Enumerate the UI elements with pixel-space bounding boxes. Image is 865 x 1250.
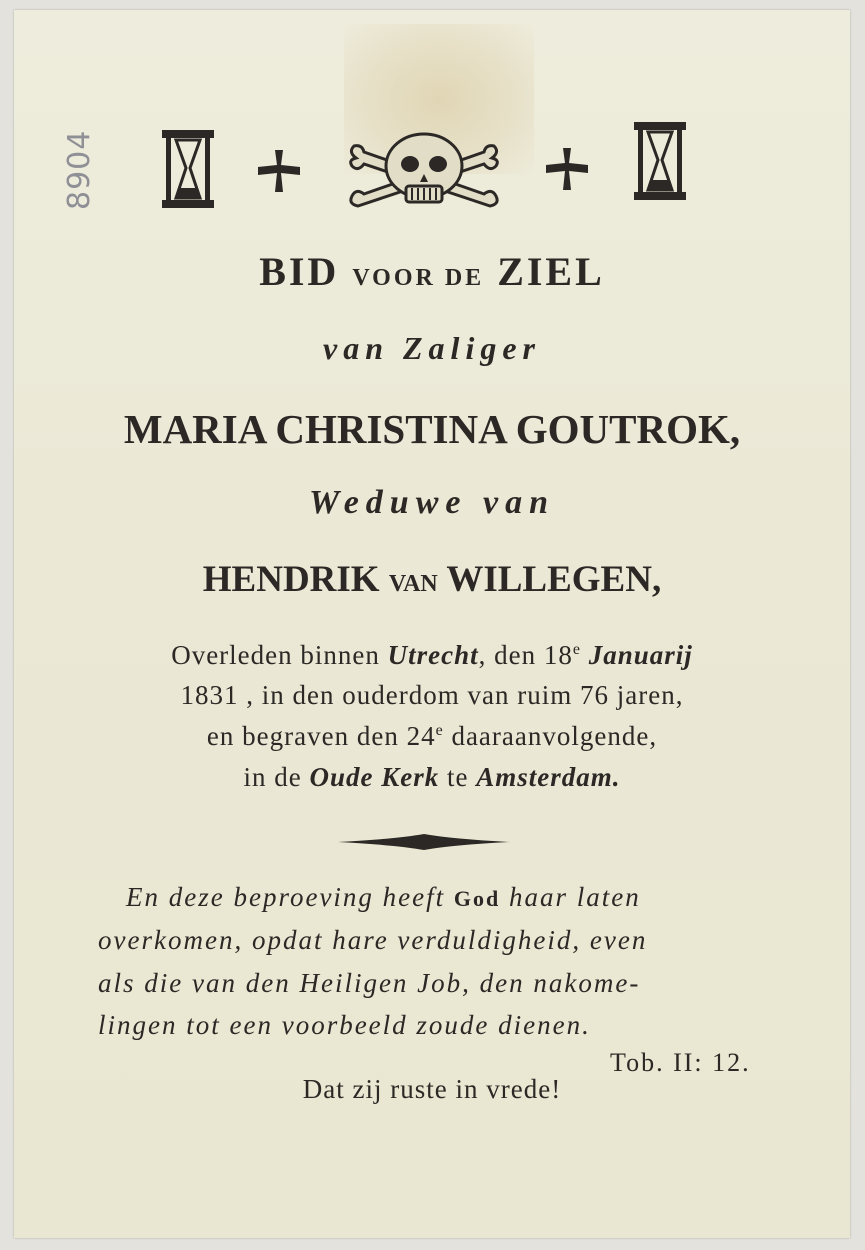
husband-name (14, 558, 850, 601)
deceased-name: MARIA CHRISTINA GOUTROK, (123, 406, 741, 452)
closing-prayer: Dat zij ruste in vrede! (302, 1074, 562, 1104)
quote-line-3: als die van den Heiligen Job, den nakome- (98, 968, 641, 998)
memorial-card (14, 10, 850, 1238)
heading-ziel: ZIEL (497, 249, 605, 294)
husband-van: VAN (388, 571, 438, 597)
ornamental-divider (336, 830, 512, 854)
church-name: Oude Kerk (309, 762, 440, 792)
skull-crossbones-icon (344, 130, 504, 216)
details-text: daaraanvolgende, (443, 721, 658, 751)
details-line-4 (14, 762, 850, 793)
burial-city: Amsterdam. (476, 762, 621, 792)
van-zaliger: van Zaliger (323, 330, 541, 366)
quote-text: haar laten (500, 882, 641, 912)
ordinal-suffix: e (572, 641, 581, 658)
quote-line-4: lingen tot een voorbeeld zoude dienen. (98, 1010, 591, 1040)
scripture-reference: Tob. II: 12. (610, 1048, 751, 1077)
hourglass-icon (632, 120, 688, 202)
month-of-death: Januarij (588, 640, 693, 670)
details-text: Overleden binnen (171, 640, 388, 670)
details-text: te (439, 762, 477, 792)
place-of-death: Utrecht (387, 640, 479, 670)
quote-text: En deze beproeving heeft (126, 882, 454, 912)
ornament-row (14, 128, 850, 228)
inventory-number: 8904 (62, 129, 97, 210)
heading-voor-de: VOOR DE (352, 265, 485, 291)
quote-line-2: overkomen, opdat hare verduldigheid, even (98, 925, 648, 955)
husband-first: HENDRIK (202, 559, 380, 600)
cross-icon (544, 146, 590, 192)
details-line-2: 1831 , in den ouderdom van ruim 76 jaren, (180, 680, 684, 710)
details-text: in de (243, 762, 310, 792)
details-text: en begraven den 24 (206, 721, 436, 751)
cross-icon (256, 148, 302, 194)
husband-last: WILLEGEN, (446, 559, 662, 600)
heading-bid: BID (259, 249, 340, 294)
hourglass-icon (160, 128, 216, 210)
ordinal-suffix: e (435, 722, 444, 739)
details-text: , den 18 (478, 640, 573, 670)
weduwe-van: Weduwe van (309, 484, 555, 521)
details-line-3 (14, 721, 850, 752)
quote-god: God (453, 886, 501, 911)
details-line-1 (14, 640, 850, 671)
quote-line-1 (126, 882, 826, 913)
prayer-heading (14, 248, 850, 295)
